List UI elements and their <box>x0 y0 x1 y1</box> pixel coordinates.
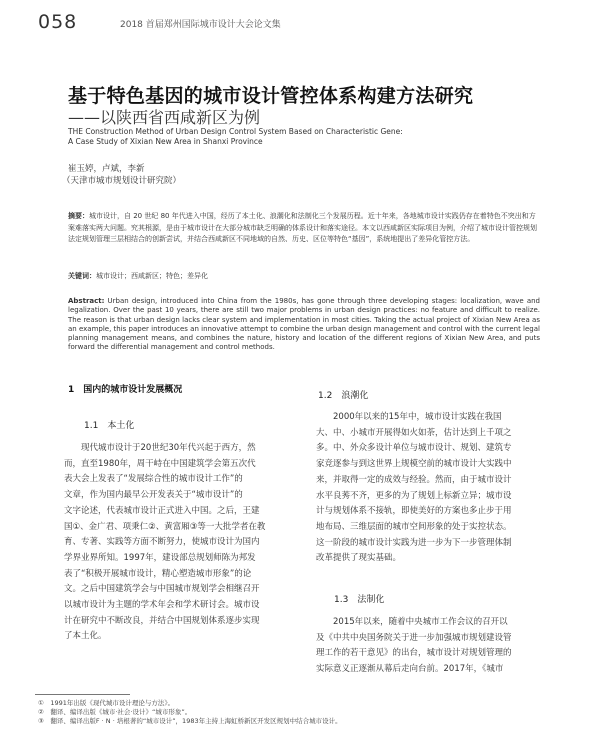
body-line: 表了“积极开展城市设计，精心塑造城市形象”的论 <box>64 568 252 579</box>
section1-heading: 1 国内的城市设计发展概况 <box>68 385 183 395</box>
abstract-en <box>68 297 540 353</box>
footnote-separator <box>35 694 130 695</box>
authors: 崔玉婷，卢斌，李新 <box>68 164 145 174</box>
body-line: 来，并取得一定的成效与经验。然而，由于城市设计 <box>316 474 512 485</box>
body-line: 这一阶段的城市设计实践为进一步为下一步管理体制 <box>316 537 512 548</box>
body-line: 多。中、外众多设计单位与城市设计、规划、建筑专 <box>316 443 512 454</box>
page-number: 058 <box>38 11 78 33</box>
abstract-en-label: Abstract: <box>68 297 105 305</box>
keywords-cn-text: 城市设计；西咸新区；特色；差异化 <box>96 272 208 280</box>
footnote-1: ① 1991年出版《现代城市设计理论与方法》。 <box>38 699 175 707</box>
body-line: 学界业界所知。1997年，建设部总规划师陈为邦发 <box>64 552 256 563</box>
body-line: 了本土化。 <box>64 631 107 642</box>
body-line: 育、专著、实践等方面不断努力，使城市设计为国内 <box>64 537 260 548</box>
body-line: 文章，作为国内最早公开发表关于“城市设计”的 <box>64 490 243 501</box>
body-line: 2000年以来的15年中，城市设计实践在我国 <box>333 412 502 422</box>
body-line: 地布局、三维层面的城市空间形象的处于实控状态。 <box>316 521 512 532</box>
affiliation: （天津市城市规划设计研究院） <box>62 176 182 186</box>
body-line: 国①、金广君、项秉仁②、黄富厢③等一大批学者在教 <box>64 521 266 532</box>
english-title <box>68 127 488 147</box>
footnote-2: ② 翻译、编译出版《城市·社会·设计》“城市形象”。 <box>38 708 192 716</box>
body-line: 而，直至1980年，周干峙在中国建筑学会第五次代 <box>64 458 256 469</box>
body-line: 家竞逐参与到这世界上规模空前的城市设计大实践中 <box>316 459 512 470</box>
body-line: 大、中、小城市开展得如火如荼，估计达到上千项之 <box>316 427 512 438</box>
keywords-cn-label: 关键词： <box>68 272 96 280</box>
body-line: 文。之后中国建筑学会与中国城市规划学会相继召开 <box>64 584 260 595</box>
english-title-line2: A Case Study of Xixian New Area in Shanxi Province <box>68 137 263 146</box>
body-line: 水平良莠不齐，更多的为了规划上标新立异；城市设 <box>316 490 512 501</box>
section1-2-heading: 1.2 浪潮化 <box>318 391 369 401</box>
section1-3-heading: 1.3 法制化 <box>334 595 385 605</box>
body-line: 以城市设计为主题的学术年会和学术研讨会。城市设 <box>64 600 260 611</box>
keywords-cn <box>68 271 538 281</box>
body-line: 理工作的若干意见》的出台，城市设计对规划管理的 <box>316 648 512 659</box>
abstract-cn <box>68 211 538 246</box>
section1-2-body <box>316 410 558 567</box>
paper-title: 基于特色基因的城市设计管控体系构建方法研究 <box>68 85 474 107</box>
abstract-cn-text: 城市设计，自 20 世纪 80 年代进入中国，经历了本土化、浪潮化和法制化三个发展历程。近十年来，各地城市设计实践仍存在着特色不突出和方案难落实两大问题。究其根源，是由于城市设计在大部分城市缺乏明确的体系设计和落实途径。本文以西咸新区实际项目为例，介绍了城市设计管控规划法定规划管理三层相结合的创新尝试，并结合西咸新区不同地域的自然、历史、区位等特色“基因”，系统地提出了差异化管控方法。 <box>68 212 537 243</box>
body-line: 文字论述，代表城市设计正式进入中国。之后，王建 <box>64 505 260 516</box>
abstract-cn-label: 摘要： <box>68 212 89 220</box>
section1-3-body <box>316 615 558 678</box>
body-line: 计在研究中不断改良，并结合中国规划体系逐步实现 <box>64 615 260 626</box>
body-line: 实际意义正逐渐从幕后走向台前。2017年，《城市 <box>316 664 504 675</box>
body-line: 改革提供了现实基础。 <box>316 553 402 564</box>
section1-1-body <box>64 441 304 645</box>
footnote-3: ③ 翻译、编译出版F · N · 培根著的“城市设计”，1983年主持上海虹桥新区开发区规划中结合城市设计。 <box>38 717 342 725</box>
paper-subtitle: ——以陕西省西咸新区为例 <box>68 108 261 127</box>
abstract-en-text: Urban design, introduced into China from the 1980s, has gone through three developing stages: localization, wave and legalization. Over the past 10 years, there are still two major problems in urban design practices: no feature and difficult to realize. The reason is that urban design lacks clear system and implementation in most cities. Taking the actual project of Xixian New Area as an example, this paper introduces an innovative attempt to combine the urban design management and control with the current legal planning management means, and combines the nature, history and location of the different regions of Xixian New Area, and puts forward the differential management and control methods. <box>68 297 540 352</box>
section1-1-heading: 1.1 本土化 <box>84 421 135 431</box>
body-line: 计与规划体系不接轨，即使美好的方案也多止步于用 <box>316 506 512 517</box>
running-head: 2018 首届郑州国际城市设计大会论文集 <box>120 20 281 30</box>
body-line: 2015年以来，随着中央城市工作会议的召开以 <box>333 617 508 627</box>
body-line: 表大会上发表了“发展综合性的城市设计工作”的 <box>64 474 243 485</box>
body-line: 现代城市设计于20世纪30年代兴起于西方，然 <box>81 443 256 453</box>
english-title-line1: THE Construction Method of Urban Design Control System Based on Characteristic Gene: <box>68 127 403 136</box>
body-line: 及《中共中央国务院关于进一步加强城市规划建设管 <box>316 632 512 643</box>
